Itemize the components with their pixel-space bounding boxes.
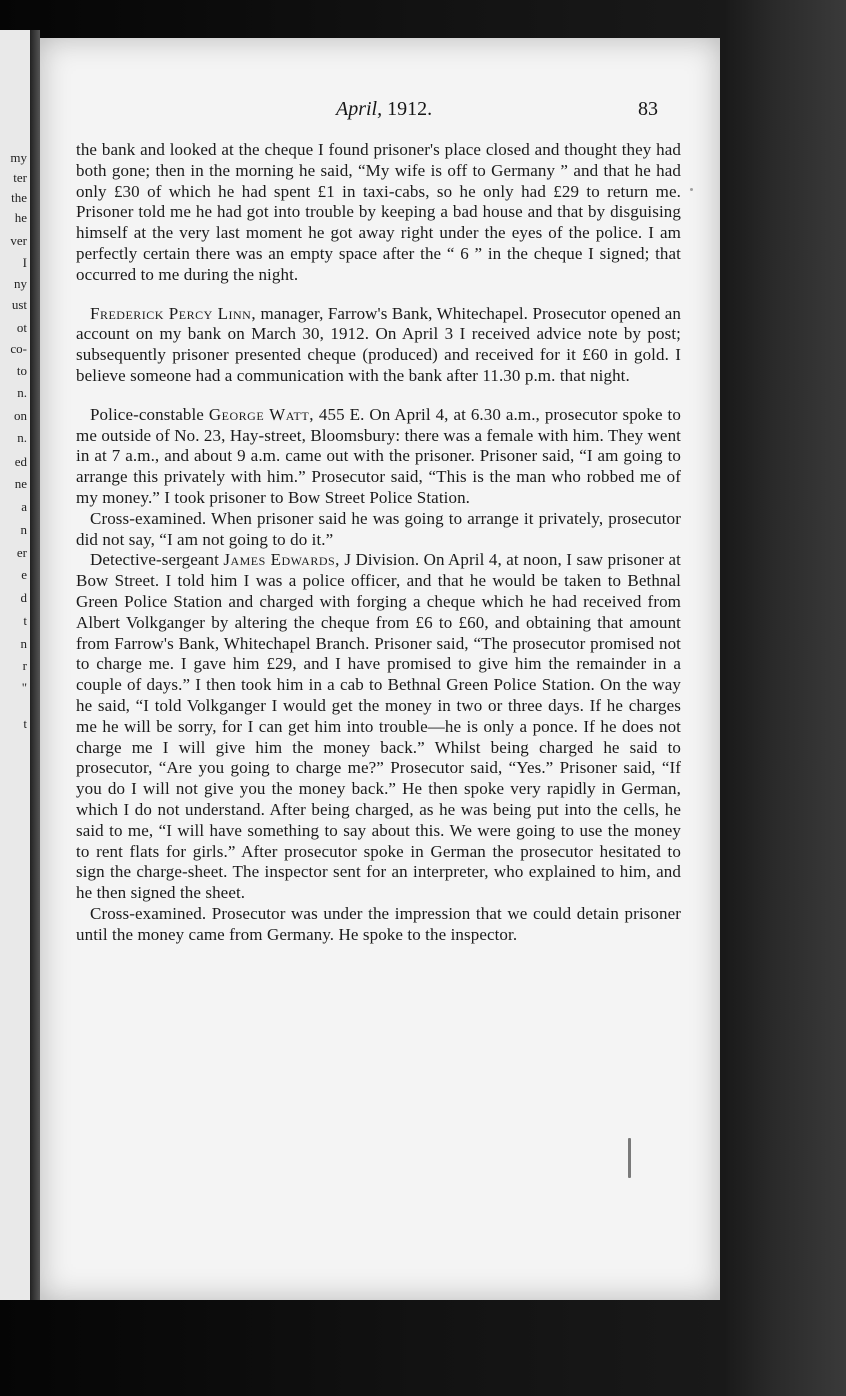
adjacent-page-edge (0, 30, 30, 1300)
page-header (40, 98, 720, 128)
adjacent-page-text-fragment: n (20, 522, 27, 537)
book-gutter-shadow (30, 30, 40, 1300)
paragraph-text: manager, Farrow's Bank, Whitechapel. Prosecutor opened an account on my bank on March 30, 1912. On April 3 I received advice note by post; subsequently prisoner presented cheque (produced) and received for it £60 in gold. I believe someone had a communication with the bank after 11.30 p.m. that night. (76, 303, 681, 385)
running-head-year: 1912. (387, 98, 433, 120)
paragraph-prosecutor-testimony-continued: the bank and looked at the cheque I found prisoner's place closed and thought they had both gone; then in the morning he said, “My wife is off to Germany ” and that he had only £30 of which he had spent £1 in taxi-cabs, so he only had £29 to return me. Prisoner told me he had got into trouble by keeping a bad house and that by disguising himself at the very last moment he got away right under the eyes of the police. I am perfectly certain there was an empty space after the “ 6 ” in the cheque I signed; that occurred to me during the night. (76, 140, 681, 284)
witness-title: Detective-sergeant (90, 550, 224, 570)
paragraph-linn-testimony (76, 304, 681, 387)
adjacent-page-text-fragment: ed (14, 454, 27, 469)
adjacent-page-text-fragment: on (14, 408, 27, 423)
adjacent-page-text-fragment: ver (10, 233, 27, 248)
adjacent-page-text-fragment: ny (14, 276, 27, 291)
paragraph-cross-examination-1: Cross-examined. When prisoner said he was going to arrange it privately, prosecutor did not say, “I am not going to do it.” (76, 508, 681, 549)
adjacent-page-text-fragment: a (21, 499, 27, 514)
adjacent-page-text-fragment: the (11, 190, 27, 205)
adjacent-page-text-fragment: " (21, 680, 27, 695)
adjacent-page-text-fragment: to (16, 363, 27, 378)
paragraph-text: 455 E. On April 4, at 6.30 a.m., prosecutor spoke to me outside of No. 23, Hay-street, Bloomsbury: there was a female with him. They went in at 7 a.m., and about 9 a.m. came out with the prisoner. Prisoner said, “I am going to arrange this privately with him.” Prosecutor said, “This is the man who robbed me of my money.” I took prisoner to Bow Street Police Station. (76, 404, 681, 507)
adjacent-page-text-fragment: ter (13, 170, 27, 185)
adjacent-page-text-fragment: I (22, 255, 27, 270)
adjacent-page-text-fragment: t (23, 613, 27, 628)
witness-name: James Edwards, (223, 550, 340, 570)
running-head (336, 98, 432, 121)
page-number: 83 (638, 98, 658, 120)
scan-right-margin (726, 0, 846, 1396)
scan-speck (628, 1138, 631, 1178)
adjacent-page-text-fragment: he (14, 210, 27, 225)
adjacent-page-text-fragment: ust (11, 297, 27, 312)
adjacent-page-text-fragment: t (23, 716, 27, 731)
scan-speck (690, 188, 693, 191)
witness-name: Frederick Percy Linn, (90, 303, 257, 323)
running-head-month: April, (336, 98, 383, 120)
witness-name: George Watt, (208, 404, 314, 424)
adjacent-page-text-fragment: n. (17, 430, 27, 445)
adjacent-page-text-fragment: er (16, 545, 27, 560)
adjacent-page-text-fragment: ne (14, 476, 27, 491)
book-page (40, 38, 720, 1300)
paragraph-watt-testimony (76, 405, 681, 509)
adjacent-page-text-fragment: d (20, 590, 27, 605)
adjacent-page-text-fragment: co- (10, 341, 27, 356)
adjacent-page-text-fragment: n. (17, 385, 27, 400)
page-body (76, 140, 681, 945)
adjacent-page-text-fragment: r (22, 658, 27, 673)
paragraph-cross-examination-2: Cross-examined. Prosecutor was under the impression that we could detain prisoner until the money came from Germany. He spoke to the inspector. (76, 903, 681, 944)
adjacent-page-text-fragment: e (21, 567, 27, 582)
paragraph-edwards-testimony (76, 550, 681, 904)
paragraph-text: J Division. On April 4, at noon, I saw prisoner at Bow Street. I told him I was a police officer, and that he would be taken to Bethnal Green Police Station and charged with forging a cheque which he had received from Albert Volkganger by altering the cheque from £6 to £60, and obtaining that amount from Farrow's Bank, Whitechapel Branch. Prisoner said, “The prosecutor promised not to charge me. I gave him £29, and I have promised to give him the remainder in a couple of days.” I then took him in a cab to Bethnal Green Police Station. On the way he said, “I told Volkganger I would get the money in two or three days. If he charges me he will be sorry, for I can get him into trouble—he is only a ponce. If he does not charge me I will give him the money back.” Whilst being charged he said to prosecutor, “Are you going to charge me?” Prosecutor said, “Yes.” Prisoner said, “If you do I will not give you the money back.” He then spoke very rapidly in German, which I do not understand. After being charged, as he was being put into the cells, he said to me, “I will have something to say about this. We were going to use the money to rent flats for girls.” After prosecutor spoke in German the prosecutor hesitated to sign the charge-sheet. The inspector sent for an interpreter, who explained to him, and he then signed the sheet. (76, 550, 681, 903)
adjacent-page-text-fragment: n (20, 636, 27, 651)
adjacent-page-text-fragment: ot (16, 320, 27, 335)
witness-title: Police-constable (90, 404, 209, 424)
adjacent-page-text-fragment: my (10, 150, 27, 165)
